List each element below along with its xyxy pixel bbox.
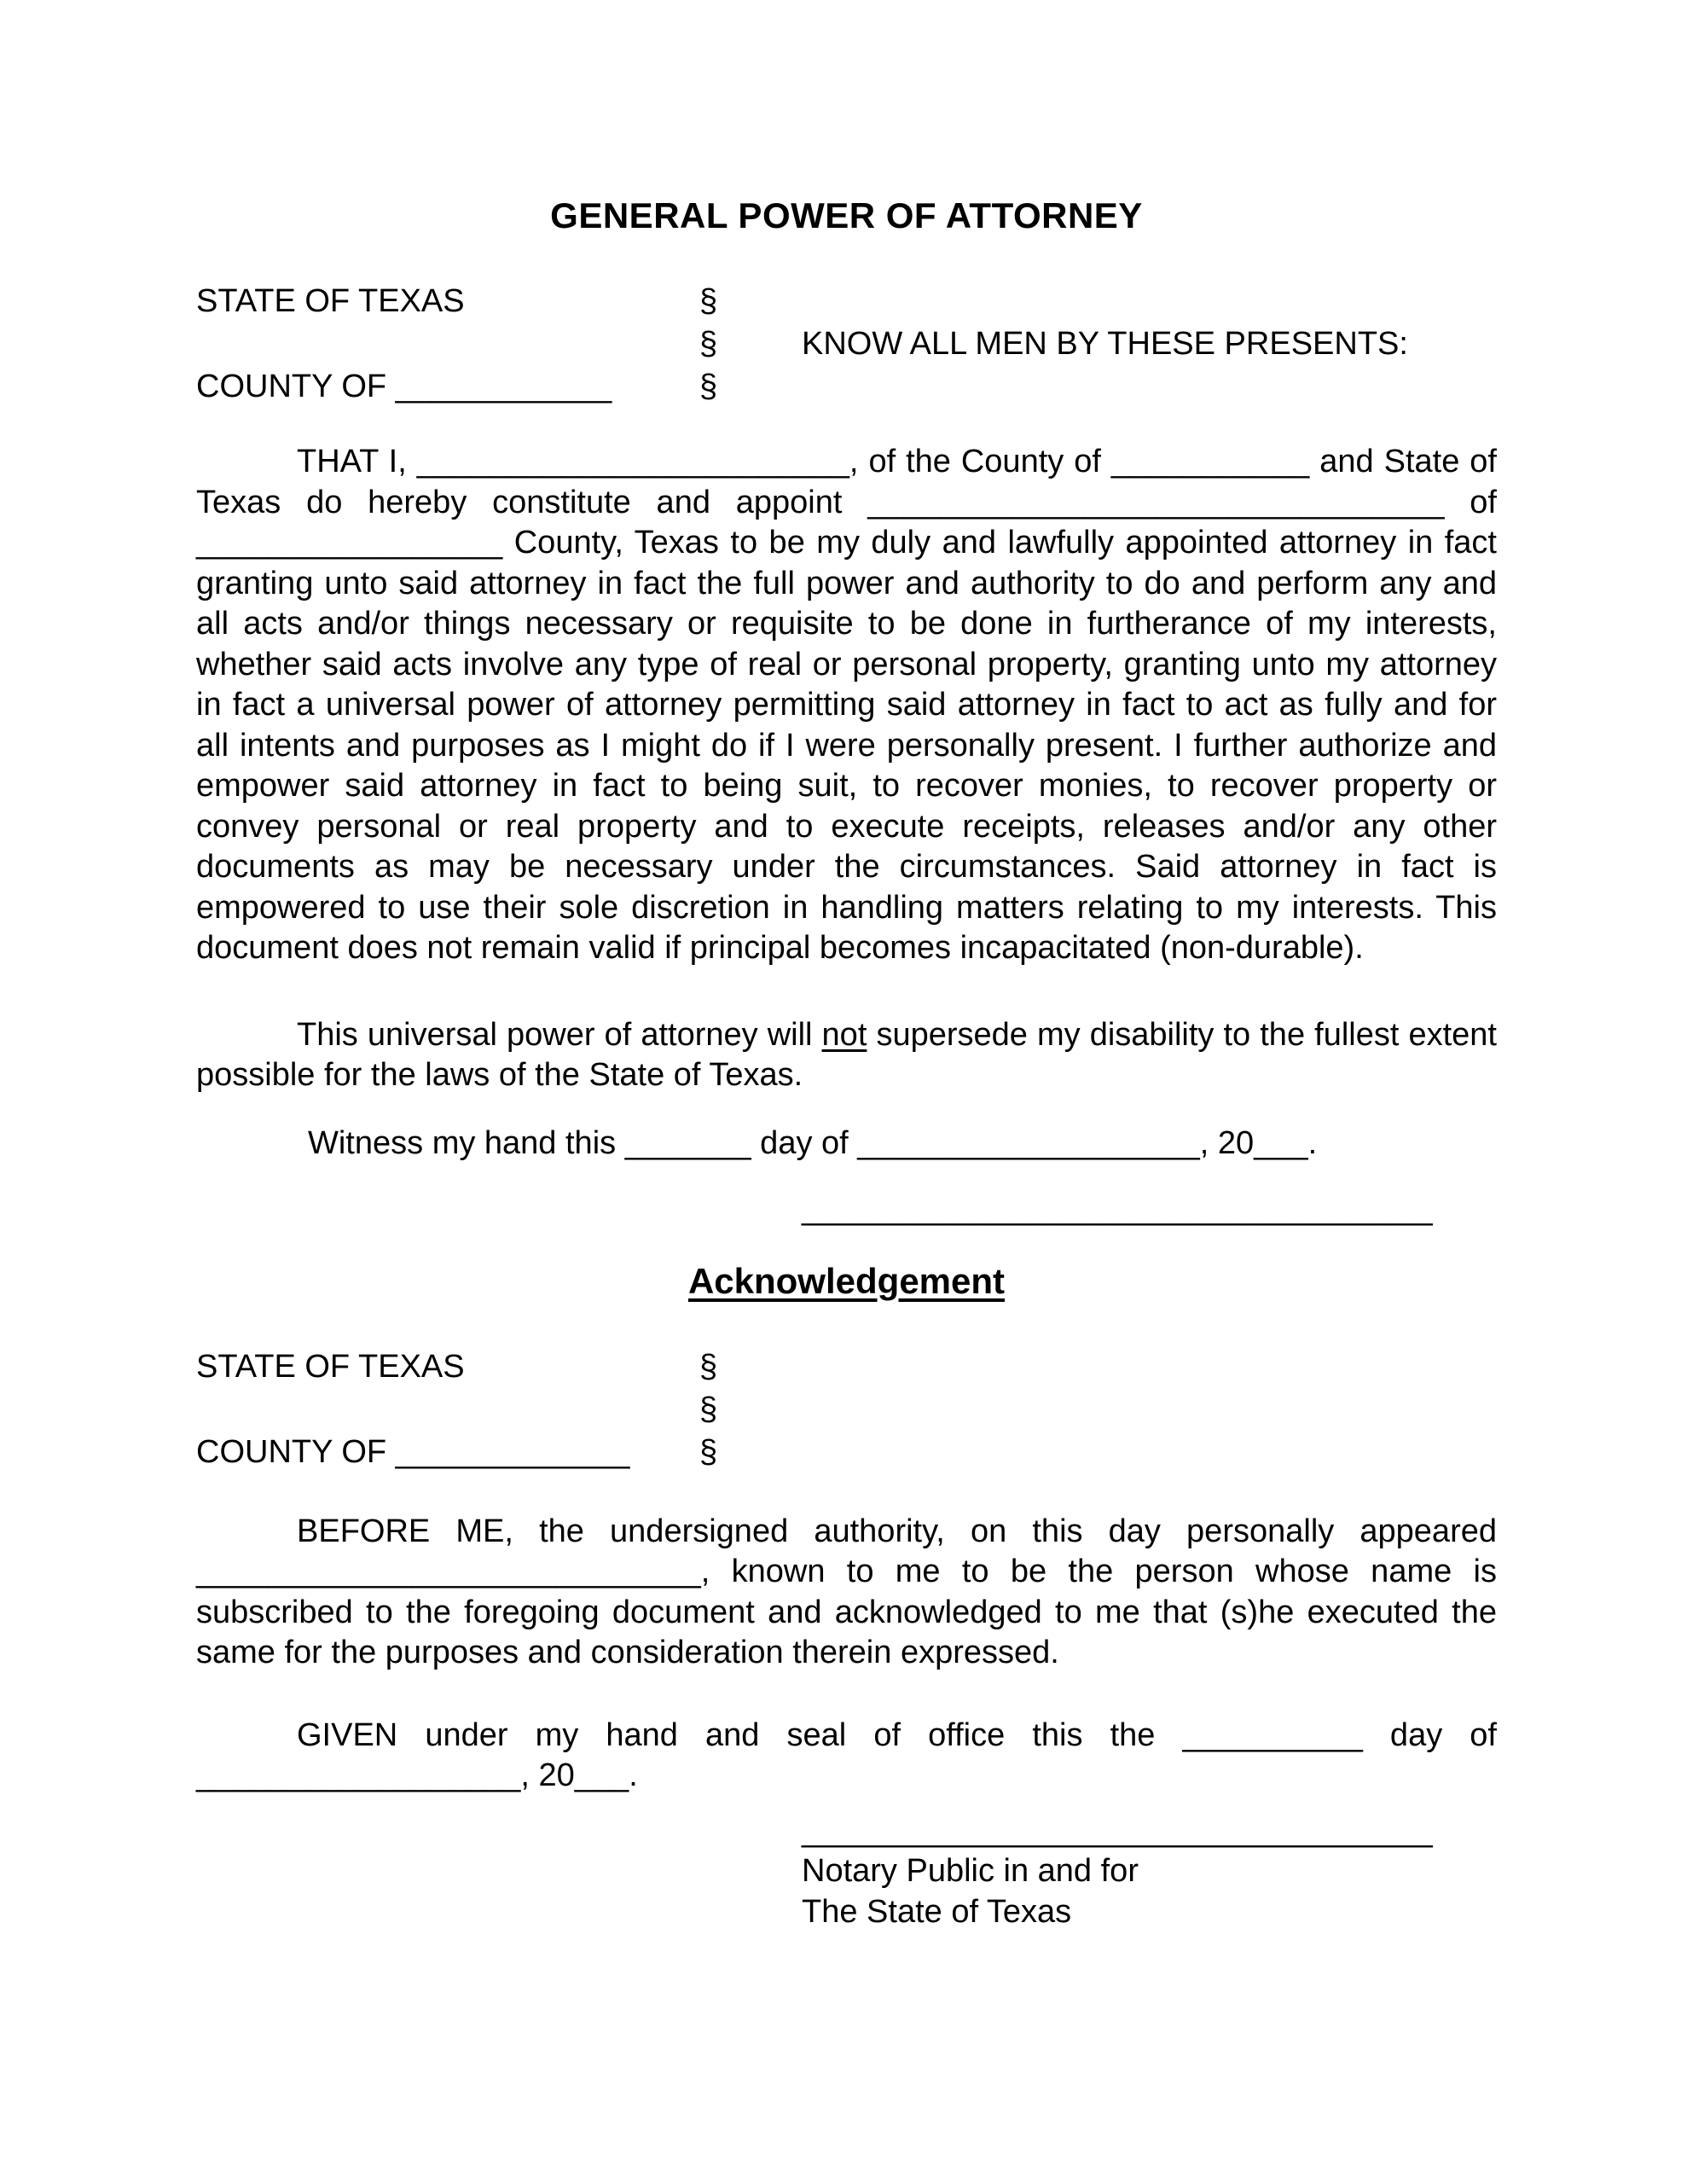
presents-text: KNOW ALL MEN BY THESE PRESENTS:: [802, 326, 1408, 362]
jurisdiction-spacer: [196, 322, 699, 365]
section-symbol: §: [699, 326, 718, 362]
jurisdiction-block-1: [196, 280, 1497, 408]
section-symbol: §: [699, 1348, 718, 1385]
jurisdiction-row: [196, 1431, 1497, 1473]
jurisdiction-spacer: [802, 365, 1497, 408]
notary-capacity-line-2: The State of Texas: [802, 1893, 1072, 1930]
jurisdiction-row: [196, 365, 1497, 408]
not-underlined-word: not: [821, 1016, 867, 1053]
jurisdiction-row: [196, 1388, 1497, 1431]
section-symbol: §: [699, 1433, 718, 1470]
disability-text-after: supersede my disability to the fullest extent possible for the laws of the State of Texas.: [196, 1016, 1497, 1093]
notary-block: [802, 1811, 1497, 1933]
notary-signature-line: ___________________________________: [802, 1812, 1433, 1849]
county-label: COUNTY OF ____________: [196, 369, 612, 404]
acknowledgement-heading: Acknowledgement: [687, 1260, 1006, 1301]
jurisdiction-block-2: [196, 1345, 1497, 1473]
jurisdiction-spacer: [802, 1431, 1497, 1473]
given-paragraph: GIVEN under my hand and seal of office this the __________ day of __________________, 20___.: [196, 1716, 1497, 1793]
disability-text-before: This universal power of attorney will: [297, 1016, 822, 1053]
section-symbol: §: [699, 369, 718, 404]
jurisdiction-spacer: [802, 280, 1497, 322]
jurisdiction-spacer: [196, 1388, 699, 1431]
section-symbol: §: [699, 1391, 718, 1427]
county-label: COUNTY OF _____________: [196, 1433, 630, 1470]
notary-capacity-line-1: Notary Public in and for: [802, 1853, 1139, 1889]
appointment-paragraph: THAT I, ________________________, of the County of ___________ and State of Texas do hereby constitute and appoint ________________________________ of _________________ County, Texas to be my duly and lawfully appointed attorney in fact granting unto said attorney in fact the full power and authority to do and perform any and all acts and/or things necessary or requisite to be done in furtherance of my interests, whether said acts involve any type of real or personal property, granting unto my attorney in fact a universal power of attorney permitting said attorney in fact to act as fully and for all intents and purposes as I might do if I were personally present. I further authorize and empower said attorney in fact to being suit, to recover monies, to recover property or convey personal or real property and to execute receipts, releases and/or any other documents as may be necessary under the circumstances. Said attorney in fact is empowered to use their sole discretion in handling matters relating to my interests. This document does not remain valid if principal becomes incapacitated (non-durable).: [196, 444, 1497, 966]
jurisdiction-row: [196, 322, 1497, 365]
state-label: STATE OF TEXAS: [196, 1348, 465, 1385]
jurisdiction-spacer: [802, 1345, 1497, 1388]
document-title: GENERAL POWER OF ATTORNEY: [550, 195, 1143, 235]
jurisdiction-row: [196, 280, 1497, 322]
principal-signature-line: ___________________________________: [802, 1190, 1433, 1227]
jurisdiction-spacer: [802, 1388, 1497, 1431]
jurisdiction-row: [196, 1345, 1497, 1388]
section-symbol: §: [699, 283, 718, 319]
disability-paragraph: [196, 1015, 1497, 1096]
state-label: STATE OF TEXAS: [196, 283, 465, 319]
before-me-paragraph: BEFORE ME, the undersigned authority, on this day personally appeared ____________________________, known to me to be the person whose name is subscribed to the foregoing document and acknowledged to me that (s)he executed the same for the purposes and consideration therein expressed.: [196, 1513, 1497, 1670]
witness-clause: Witness my hand this _______ day of ___________________, 20___.: [308, 1124, 1318, 1161]
